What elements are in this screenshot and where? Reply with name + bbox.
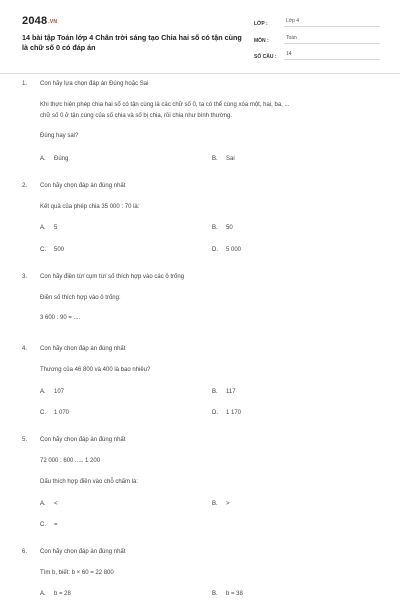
answer-option-a[interactable] [40,501,58,507]
question-text: Thương của 46 800 và 400 là bao nhiêu? [40,367,151,373]
question-heading [22,183,125,189]
option-letter: B. [212,225,218,231]
question-text: 72 000 : 600 ..... 1 200 [40,458,101,464]
question-prompt: Con hãy chọn đáp án đúng nhất [40,346,126,352]
option-letter: D. [212,247,218,253]
option-text: b = 28 [54,591,71,597]
option-text: 5 [54,225,58,231]
answer-option-a[interactable] [40,591,71,597]
question-heading [22,346,125,352]
option-text: 107 [54,389,65,395]
meta-row-grade [254,14,380,27]
question-heading [22,437,125,443]
answer-option-b[interactable] [212,591,243,597]
question-number: 4. [22,346,28,352]
question-text: Kết quả của phép chia 35 000 : 70 là: [40,204,140,210]
logo-domain: .VN [48,19,58,25]
document-title: 14 bài tập Toán lớp 4 Chân trời sáng tạo Chia hai số có tận cùng là chữ số 0 có đáp án [22,33,242,52]
question-heading [22,274,184,280]
question-number: 6. [22,549,28,555]
question-text: Dấu thích hợp điền vào chỗ chấm là: [40,479,138,485]
meta-label: MÔN : [254,37,269,44]
fill-in-blank[interactable]: 3 600 : 90 = .... [40,315,81,321]
meta-value: 14 [284,51,380,60]
answer-option-a[interactable] [40,156,68,162]
meta-value: Toán [284,35,380,44]
question-number: 3. [22,274,28,280]
option-letter: B. [212,156,218,162]
option-text: = [54,522,58,528]
answer-option-c[interactable] [40,410,69,416]
question-heading [22,81,148,87]
option-letter: A. [40,591,46,597]
answer-option-d[interactable] [212,410,241,416]
question-text: chữ số 0 ở tận cùng của số chia và số bị chia, rồi chia như bình thường. [40,113,233,119]
question-text: Đúng hay sai? [40,133,79,139]
document-header [0,0,400,72]
answer-option-a[interactable] [40,389,64,395]
option-letter: A. [40,156,46,162]
option-text: > [226,501,230,507]
option-letter: C. [40,247,46,253]
meta-label: SỐ CÂU : [254,54,277,60]
option-letter: D. [212,410,218,416]
option-text: Sai [226,156,235,162]
question-prompt: Con hãy lựa chọn đáp án Đúng hoặc Sai [40,81,149,87]
question-prompt: Con hãy chọn đáp án đúng nhất [40,183,126,189]
question-number: 1. [22,81,28,87]
option-letter: A. [40,225,46,231]
meta-row-count [254,47,380,60]
option-letter: A. [40,501,46,507]
answer-option-b[interactable] [212,225,233,231]
logo-text: 2048 [22,15,48,27]
option-text: 117 [226,389,236,395]
option-letter: B. [212,501,218,507]
option-text: 500 [54,247,65,253]
option-text: b = 38 [226,591,243,597]
option-letter: B. [212,389,218,395]
question-number: 5. [22,437,28,443]
question-prompt: Con hãy chọn đáp án đúng nhất [40,437,126,443]
option-letter: B. [212,591,218,597]
question-prompt: Con hãy điền từ/ cụm từ/ số thích hợp vào các ô trống [40,274,185,280]
meta-row-subject [254,31,380,44]
meta-value: Lớp 4 [284,18,380,27]
answer-option-c[interactable] [40,522,58,528]
question-heading [22,549,125,555]
option-text: 1 070 [54,410,70,416]
option-letter: A. [40,389,46,395]
option-letter: C. [40,410,46,416]
answer-option-b[interactable] [212,156,235,162]
answer-option-b[interactable] [212,501,230,507]
option-text: < [54,501,58,507]
question-text: Điền số thích hợp vào ô trống: [40,295,121,301]
question-number: 2. [22,183,28,189]
question-prompt: Con hãy chọn đáp án đúng nhất [40,549,126,555]
meta-panel [254,14,380,64]
answer-option-b[interactable] [212,389,236,395]
question-text: Khi thực hiện phép chia hai số có tận cùng là các chữ số 0, ta có thể cùng xóa một, hai, ba, ... [40,102,290,108]
option-text: 50 [226,225,233,231]
option-text: 5 000 [226,247,242,253]
answer-option-d[interactable] [212,247,241,253]
answer-option-c[interactable] [40,247,64,253]
meta-label: LỚP : [254,21,268,27]
answer-option-a[interactable] [40,225,57,231]
option-text: 1 170 [226,410,242,416]
question-text: Tìm b, biết: b × 60 = 22 800 [40,570,114,576]
header-divider [0,73,400,74]
option-text: Đúng [54,156,69,162]
option-letter: C. [40,522,46,528]
site-logo[interactable] [22,15,57,27]
